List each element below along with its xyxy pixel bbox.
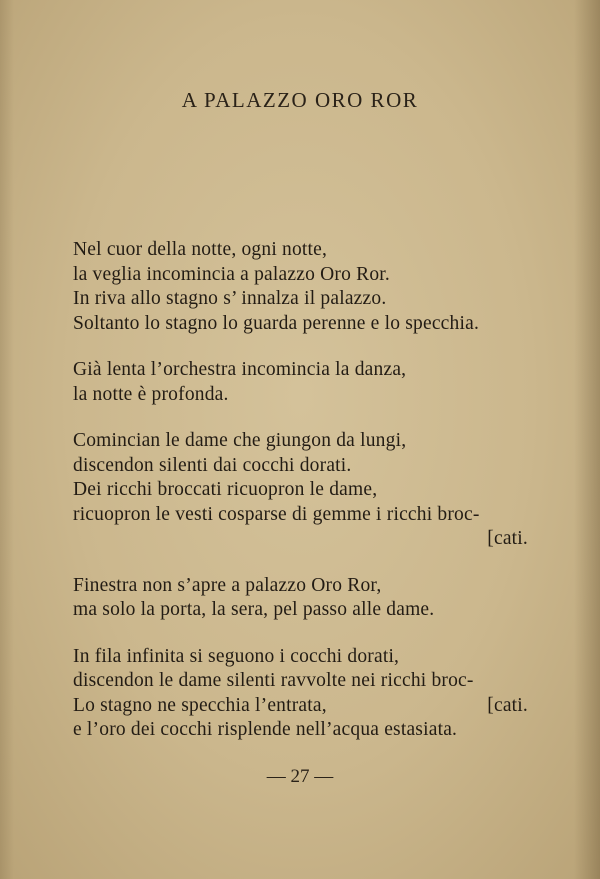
- page-left-edge: [0, 0, 14, 879]
- page-number: — 27 —: [266, 766, 334, 787]
- poem-body: [73, 238, 528, 765]
- verse-line-continuation: [cati.: [487, 528, 528, 549]
- poem-title: A PALAZZO ORO ROR: [181, 88, 419, 112]
- stanza-1: [73, 238, 528, 336]
- stanza-3: [73, 429, 528, 552]
- verse-line-text: Lo stagno ne specchia l’entrata,: [73, 694, 327, 716]
- page-right-edge: [574, 0, 600, 879]
- verse-line: ricuopron le vesti cosparse di gemme i ricchi broc-: [73, 503, 480, 525]
- verse-line: In fila infinita si seguono i cocchi dorati,: [73, 645, 400, 667]
- stanza-2: [73, 358, 528, 407]
- verse-line: Già lenta l’orchestra incomincia la danza,: [73, 359, 407, 380]
- verse-line-with-continuation: [73, 694, 528, 719]
- verse-line: discendon le dame silenti ravvolte nei ricchi broc-: [73, 670, 474, 691]
- verse-line: Dei ricchi broccati ricuopron le dame,: [73, 479, 378, 500]
- verse-line: Nel cuor della notte, ogni notte,: [73, 239, 328, 260]
- verse-line: la veglia incomincia a palazzo Oro Ror.: [73, 263, 390, 285]
- verse-line-continuation: [cati.: [487, 694, 528, 716]
- verse-line: Comincian le dame che giungon da lungi,: [73, 430, 407, 451]
- verse-line: In riva allo stagno s’ innalza il palazzo.: [73, 288, 387, 309]
- verse-line: discendon silenti dai cocchi dorati.: [73, 454, 352, 476]
- verse-line: Soltanto lo stagno lo guarda perenne e lo specchia.: [73, 312, 480, 334]
- stanza-4: [73, 574, 528, 623]
- verse-line: Finestra non s’apre a palazzo Oro Ror,: [73, 574, 382, 596]
- verse-line: e l’oro dei cocchi risplende nell’acqua estasiata.: [73, 719, 458, 740]
- verse-line: la notte è profonda.: [73, 383, 229, 405]
- verse-line: ma solo la porta, la sera, pel passo alle dame.: [73, 599, 435, 620]
- stanza-5: [73, 645, 528, 743]
